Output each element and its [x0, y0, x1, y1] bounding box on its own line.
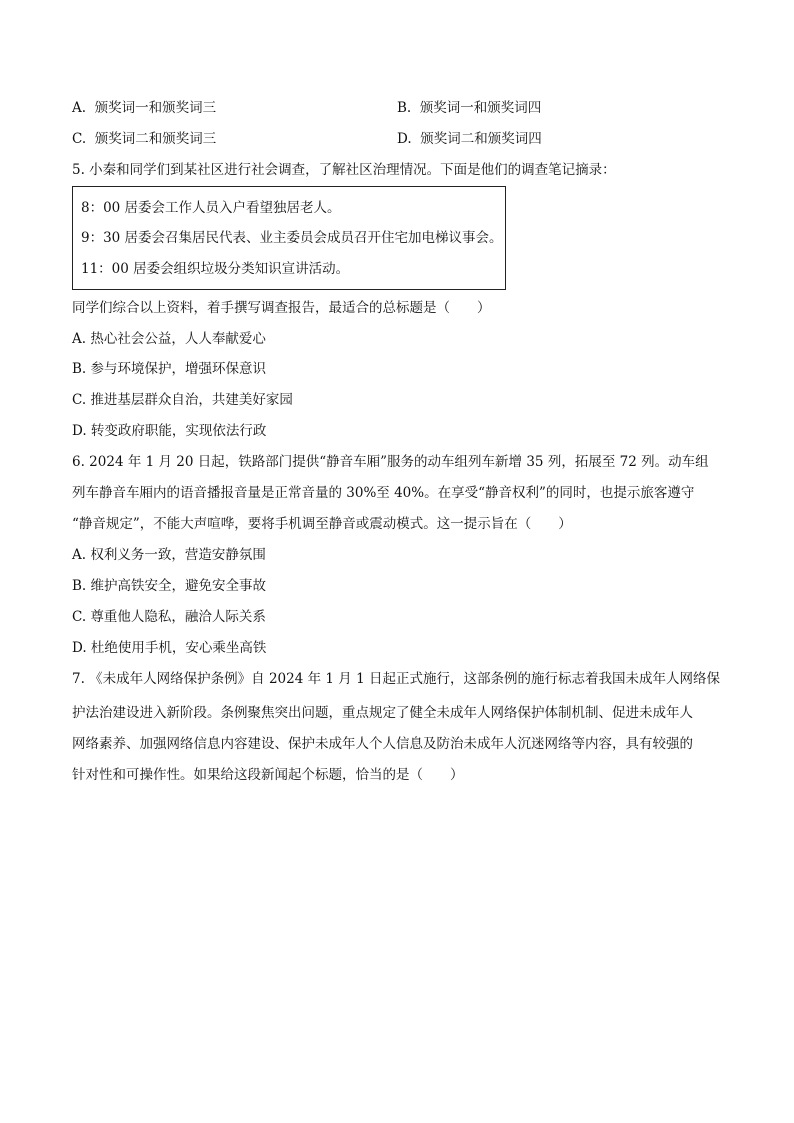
q6-option-b: B. 维护高铁安全，避免安全事故 [72, 578, 267, 594]
q7-stem-line: 网络素养、加强网络信息内容建设、保护未成年人个人信息及防治未成年人沉迷网络等内容，具有较强的 [72, 736, 693, 752]
q5-option-d: D. 转变政府职能，实现依法行政 [72, 423, 267, 439]
option-letter: C. [72, 131, 87, 147]
q4-option-a [72, 99, 216, 117]
q6-stem-line: 列车静音车厢内的语音播报音量是正常音量的 30%至 40%。在享受“静音权利”的同时，也提示旅客遵守 [72, 485, 695, 501]
q6-option-d: D. 杜绝使用手机，安心乘坐高铁 [72, 640, 267, 656]
option-letter: A. [72, 100, 87, 116]
q6-stem-line: “静音规定”，不能大声喧哗，要将手机调至静音或震动模式。这一提示旨在（ ） [72, 516, 572, 532]
q4-option-c [72, 130, 216, 148]
survey-note: 11：00 居委会组织垃圾分类知识宣讲活动。 [81, 261, 350, 277]
option-text: 颁奖词一和颁奖词四 [419, 100, 542, 116]
q5-option-b: B. 参与环境保护，增强环保意识 [72, 361, 267, 377]
q5-stem: 5. 小秦和同学们到某社区进行社会调查，了解社区治理情况。下面是他们的调查笔记摘录： [72, 162, 616, 178]
q4-option-d [397, 130, 542, 148]
q6-option-c: C. 尊重他人隐私，融洽人际关系 [72, 609, 266, 625]
q5-option-a: A. 热心社会公益，人人奉献爱心 [72, 331, 266, 347]
option-letter: D. [397, 131, 412, 147]
q5-question: 同学们综合以上资料，着手撰写调查报告，最适合的总标题是（ ） [72, 300, 491, 316]
option-text: 颁奖词二和颁奖词三 [94, 131, 217, 147]
q6-option-a: A. 权利义务一致，营造安静氛围 [72, 547, 266, 563]
q7-stem-line: 7. 《未成年人网络保护条例》自 2024 年 1 月 1 日起正式施行，这部条例的施行标志着我国未成年人网络保 [72, 671, 720, 687]
q7-stem-line: 针对性和可操作性。如果给这段新闻起个标题，恰当的是（ ） [72, 767, 464, 783]
survey-note: 9：30 居委会召集居民代表、业主委员会成员召开住宅加电梯议事会。 [81, 230, 503, 246]
option-text: 颁奖词二和颁奖词四 [420, 131, 542, 147]
survey-note: 8：00 居委会工作人员入户看望独居老人。 [81, 200, 341, 216]
q4-option-b [397, 99, 541, 117]
q6-stem-line: 6. 2024 年 1 月 20 日起，铁路部门提供“静音车厢”服务的动车组列车新增 35 列，拓展至 72 列。动车组 [72, 454, 709, 470]
option-text: 颁奖词一和颁奖词三 [94, 100, 217, 116]
option-letter: B. [397, 100, 412, 116]
q7-stem-line: 护法治建设进入新阶段。条例聚焦突出问题，重点规定了健全未成年人网络保护体制机制、促进未成年人 [72, 705, 693, 721]
survey-notes-box [72, 186, 506, 290]
q5-option-c: C. 推进基层群众自治，共建美好家园 [72, 392, 293, 408]
